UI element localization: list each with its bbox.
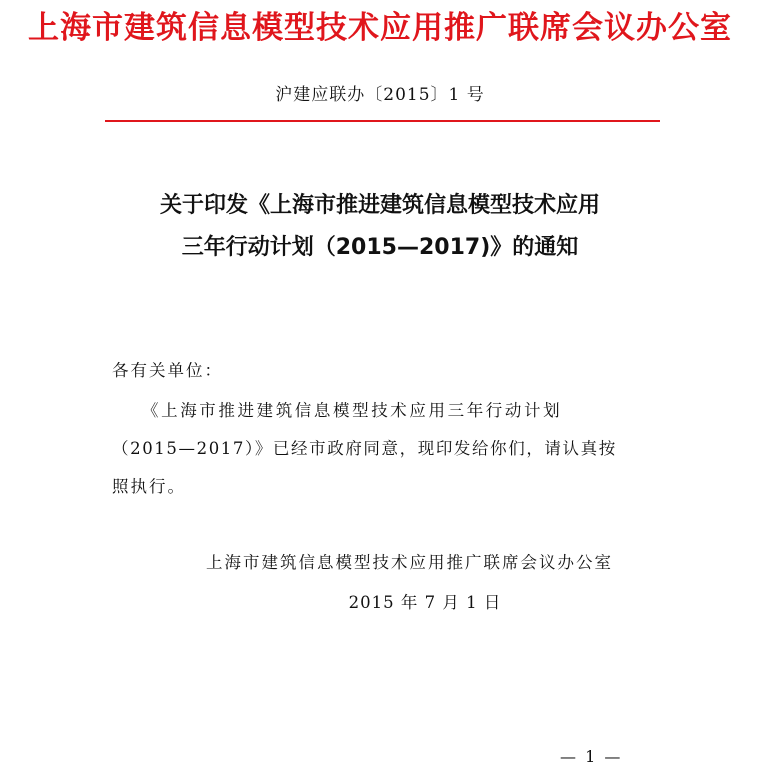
document-title-line-2: 三年行动计划（2015—2017)》的通知	[181, 235, 579, 260]
signature-issuer: 上海市建筑信息模型技术应用推广联席会议办公室	[206, 553, 613, 572]
red-divider-line	[105, 120, 660, 122]
page-number: — 1 —	[560, 747, 623, 766]
document-title-line-1: 关于印发《上海市推进建筑信息模型技术应用	[159, 193, 600, 218]
salutation: 各有关单位：	[112, 361, 223, 380]
body-paragraph-line-3: 照执行。	[112, 477, 186, 496]
issuer-header: 上海市建筑信息模型技术应用推广联席会议办公室	[28, 10, 732, 46]
document-number: 沪建应联办〔2015〕1 号	[275, 85, 485, 105]
body-paragraph-line-2: （2015—2017）》已经市政府同意，现印发给你们，请认真按	[112, 439, 617, 458]
body-paragraph-line-1: 《上海市推进建筑信息模型技术应用三年行动计划	[142, 401, 563, 420]
issue-date: 2015 年 7 月 1 日	[348, 593, 502, 612]
